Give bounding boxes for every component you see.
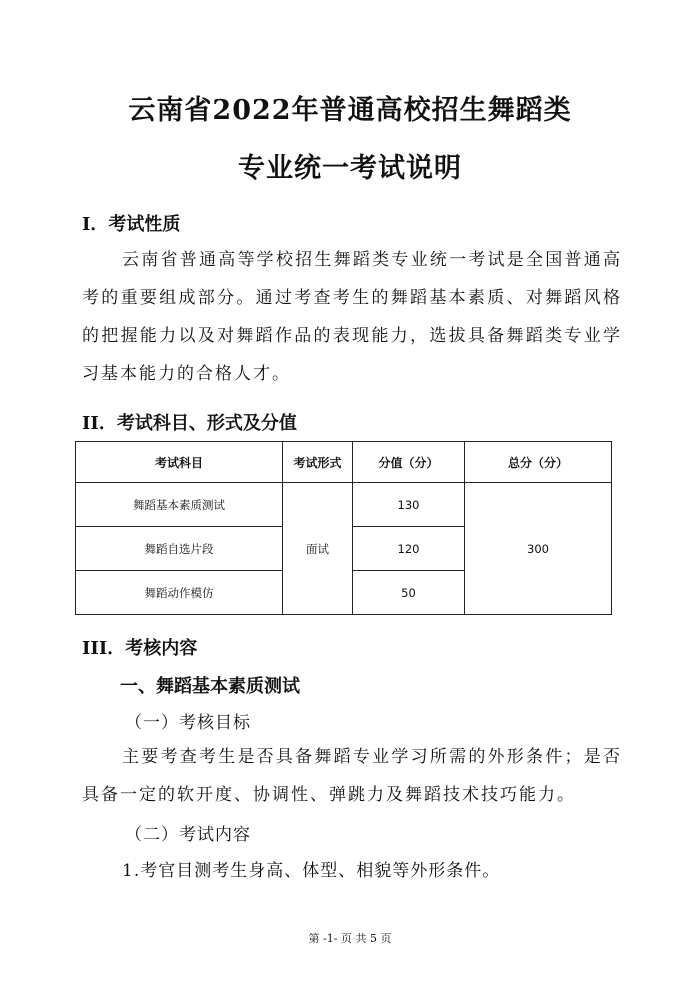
section1-paragraph: 云南省普通高等学校招生舞蹈类专业统一考试是全国普通高考的重要组成部分。通过考查考生的舞蹈基本素质、对舞蹈风格的把握能力以及对舞蹈作品的表现能力，选拔具备舞蹈类专业学习基本能力的合格人才。 (82, 250, 622, 384)
header-score: 分值（分） (353, 442, 465, 483)
score-table (75, 441, 612, 615)
cell-score: 120 (353, 527, 465, 571)
cell-subject: 舞蹈基本素质测试 (76, 483, 283, 527)
cell-form: 面试 (283, 483, 353, 615)
cell-subject: 舞蹈动作模仿 (76, 571, 283, 615)
header-form: 考试形式 (283, 442, 353, 483)
document-title-line1: 云南省2022年普通高校招生舞蹈类 (128, 95, 572, 126)
header-total: 总分（分） (465, 442, 612, 483)
table-row (76, 483, 612, 527)
cell-score: 130 (353, 483, 465, 527)
cell-score: 50 (353, 571, 465, 615)
section1-heading: I．考试性质 (82, 214, 181, 235)
item2-heading: （二）考试内容 (125, 825, 251, 845)
item1-heading: （一）考核目标 (125, 713, 251, 733)
cell-total: 300 (465, 483, 612, 615)
header-subject: 考试科目 (76, 442, 283, 483)
section3-sub1-heading: 一、舞蹈基本素质测试 (120, 676, 300, 697)
section3-heading: III．考核内容 (82, 638, 198, 659)
document-title-line2: 专业统一考试说明 (238, 153, 462, 184)
item2-text: 1.考官目测考生身高、体型、相貌等外形条件。 (122, 861, 501, 881)
item1-text: 主要考查考生是否具备舞蹈专业学习所需的外形条件；是否具备一定的软开度、协调性、弹跳力及舞蹈技术技巧能力。 (82, 747, 622, 805)
section2-heading: II．考试科目、形式及分值 (82, 413, 297, 434)
cell-subject: 舞蹈自选片段 (76, 527, 283, 571)
page-footer: 第 -1- 页 共 5 页 (308, 932, 392, 945)
table-header-row (76, 442, 612, 483)
